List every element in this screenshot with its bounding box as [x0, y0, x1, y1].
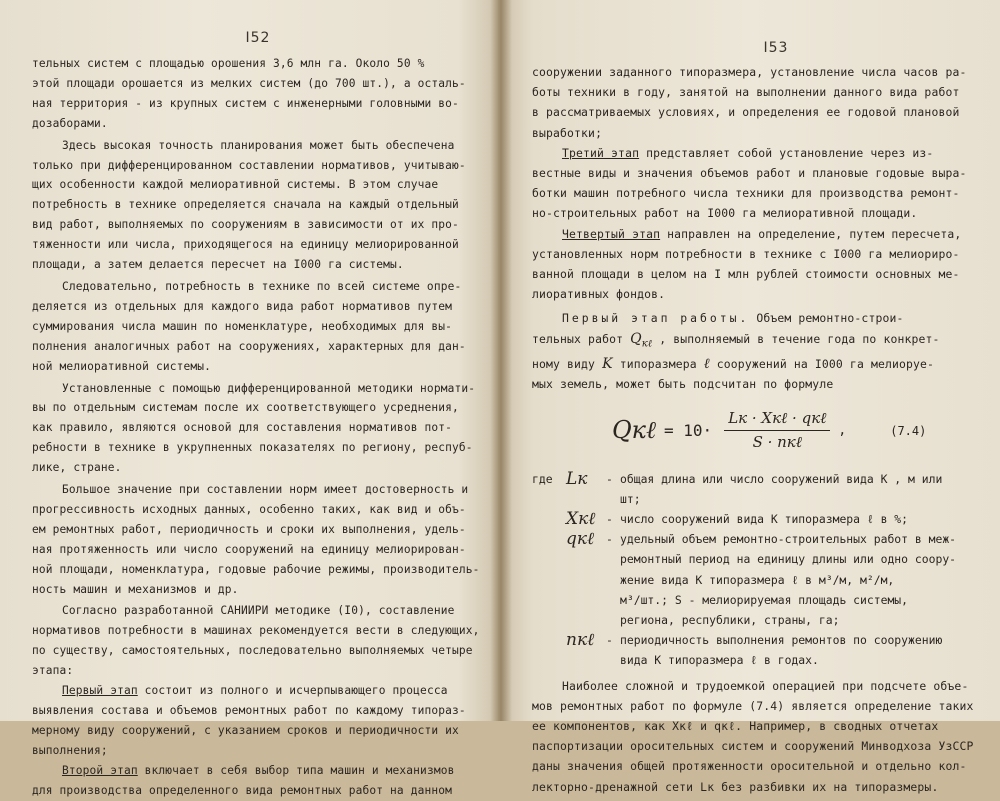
left-text-line: щих особенности каждой мелиоративной системы. В этом случае [32, 178, 439, 192]
symbol-l: ℓ [703, 356, 710, 373]
definition-text-line: жение вида K типоразмера ℓ в м³/м, м²/м, [620, 572, 895, 587]
stage2-text-line: для производства определенного вида ремонтных работ на данном [32, 783, 453, 797]
right-bottom-text-line: мов ремонтных работ по формуле (7.4) является определение таких [532, 698, 974, 713]
stage1-text-line: мерному виду сооружений, с указанием сроков и периодичности их [32, 723, 459, 737]
right-top-text-line: боты техники в году, занятой на выполнении данного вида работ [532, 85, 960, 100]
formula-fraction [724, 409, 830, 452]
formula-lhs: Qкℓ [612, 416, 657, 445]
stage2-rest: включает в себя выбор типа машин и механизмов [137, 763, 455, 777]
left-text-line: тельных систем с площадью орошения 3,6 млн га. Около 50 % [32, 57, 425, 70]
left-text-line: только при дифференцированном составлении нормативов, учитываю- [32, 158, 466, 172]
left-text-line: по существу, самостоятельных, последовательно выполняемых четыре [32, 644, 473, 658]
right-top-text-line: сооружении заданного типоразмера, установление числа часов ра- [532, 65, 967, 79]
left-text-line: потребность в технике определяется сначала на каждый отдельный [32, 198, 459, 212]
first-stage-lead: Объем ремонтно-строи- [749, 311, 904, 326]
stage2-title: Второй этап [62, 763, 138, 777]
stage3-text-line: но-строительных работ на I000 га мелиоративной площади. [532, 206, 918, 221]
left-text-line: площади, а затем делается пересчет на I000 га системы. [32, 258, 404, 272]
definition-text-line: число сооружений вида K типоразмера ℓ в %; [620, 511, 909, 526]
left-text-line: Следовательно, потребность в технике по всей системе опре- [62, 279, 462, 293]
left-text-line: Большое значение при составлении норм имеет достоверность и [62, 483, 469, 497]
left-text-line: ной мелиоративной системы. [32, 359, 212, 373]
first-stage-heading: Первый этап работы. [562, 311, 750, 326]
definition-item [532, 509, 980, 529]
left-text-line: ная территория - из крупных систем с инженерными головными во- [32, 96, 459, 110]
definition-item [532, 529, 980, 630]
stage3-paragraph [532, 143, 980, 163]
definition-text-line: м³/шт.; S - мелиорируемая площадь системы, [620, 592, 909, 607]
formula-number: (7.4) [890, 423, 927, 438]
right-page-top [532, 62, 980, 143]
left-text-line: лике, стране. [32, 461, 122, 475]
left-text-line: как правило, являются основой для составления нормативов пот- [32, 421, 453, 435]
right-bottom-text-line: даны значения общей протяженности оросительной и отдельно кол- [532, 759, 967, 774]
formula-equals: = 10· [664, 421, 713, 441]
stage4-paragraph [532, 224, 980, 244]
left-text-line: полнения аналогичных работ на сооружениях, характерных для дан- [32, 339, 466, 353]
first-stage-line-3a: ному виду [532, 357, 603, 372]
left-page-body [32, 54, 484, 681]
definition-text-line: удельный объем ремонтно-строительных работ в меж- [620, 532, 957, 547]
stage3-text-line: вестные виды и значения объемов работ и плановые годовые выра- [532, 166, 967, 181]
right-top-text-line: выработки; [532, 125, 603, 140]
formula-denominator: S · nкℓ [752, 433, 803, 452]
definition-text-line: вида K типоразмера ℓ в годах. [620, 653, 819, 668]
left-text-line: этапа: [32, 664, 74, 678]
first-stage-line-4: мых земель, может быть подсчитан по формуле [532, 377, 834, 392]
stage1-text-line: выполнения; [32, 743, 108, 757]
definitions-list [532, 469, 980, 671]
definition-symbol: nкℓ [566, 630, 595, 651]
stage4-text-line: установленных норм потребности в технике с I000 га мелиориро- [532, 246, 960, 261]
definition-text [620, 630, 942, 670]
definition-dash: - [606, 511, 613, 526]
left-text-line: вы по отдельным системам после их соответствующего усреднения, [32, 401, 459, 415]
definition-item [532, 630, 980, 670]
stage1-title: Первый этап [62, 684, 138, 698]
right-page-bottom [532, 676, 980, 797]
definition-symbol: qкℓ [566, 529, 595, 550]
stage1-body [32, 701, 484, 761]
left-text-line: ная протяженность или число сооружений на единицу мелиорирован- [32, 542, 466, 556]
definition-dash: - [606, 633, 613, 648]
definition-text-line: общая длина или число сооружений вида K , м или [620, 471, 943, 486]
fraction-bar [724, 430, 830, 431]
page-number-right: I53 [763, 40, 789, 56]
first-stage-line-3c: сооружений на I000 га мелиоруе- [709, 357, 935, 372]
definition-text [620, 509, 908, 529]
left-text-line: Согласно разработанной САНИИРИ методике (I0), составление [62, 604, 455, 618]
definition-dash: - [606, 471, 613, 486]
left-text-line: нормативов потребности в машинах рекомендуется вести в следующих, [32, 624, 480, 638]
definition-item [532, 469, 980, 509]
stage4-rest: направлен на определение, путем пересчета, [660, 226, 962, 241]
stage1-text-line: выявления состава и объемов ремонтных работ по каждому типораз- [32, 704, 466, 717]
symbol-Q: Q [630, 330, 642, 347]
definition-symbol: Lк [566, 468, 588, 489]
symbol-K: K [602, 356, 613, 373]
left-text-line: ность машин и механизмов и др. [32, 582, 239, 596]
first-stage-line-2b: , выполняемый в течение года по конкрет- [652, 331, 940, 346]
right-page [498, 0, 1000, 794]
left-text-line: тяженности или числа, приходящегося на единицу мелиорированной [32, 238, 459, 252]
left-text-line: вид работ, выполняемых по сооружениям в зависимости от их про- [32, 218, 459, 232]
stage4-text-line: лиоративных фондов. [532, 287, 666, 302]
right-bottom-text-line: лекторно-дренажной сети Lк без разбивки их на типоразмеры. [532, 779, 939, 794]
right-bottom-text-line: паспортизации оросительных систем и сооружений Минводхоза УзССР [532, 739, 974, 754]
left-text-line: этой площади орошается из мелких систем (до 700 шт.), а осталь- [32, 76, 466, 90]
stage4-title: Четвертый этап [562, 226, 661, 241]
stage3-text-line: ботки машин потребного числа техники для производства ремонт- [532, 186, 960, 201]
first-stage-line-3 [532, 354, 980, 374]
right-top-text-line: в рассматриваемых условиях, и определения ее годовой плановой [532, 105, 960, 120]
right-bottom-text-line: Наиболее сложной и трудоемкой операцией при подсчете объе- [562, 678, 969, 693]
stage3-title: Третий этап [562, 145, 640, 160]
stage2-body [32, 781, 484, 801]
stage1-rest: состоит из полного и исчерпывающего процесса [137, 684, 448, 698]
definition-text-line: периодичность выполнения ремонтов по сооружению [620, 633, 943, 648]
left-text-line: Здесь высокая точность планирования может быть обеспечена [62, 138, 455, 152]
left-text-line: деляется из отдельных для каждого вида работ нормативов путем [32, 299, 453, 313]
first-stage-heading-line [532, 308, 980, 328]
left-text-line: Установленные с помощью дифференцированной методики нормати- [62, 381, 476, 395]
definition-symbol: Xкℓ [566, 508, 596, 529]
formula-comma: , [838, 423, 847, 439]
definition-text-line: ремонтный период на единицу длины или одно соору- [620, 552, 957, 567]
formula-7-4 [532, 399, 980, 463]
stage2-paragraph [32, 761, 484, 781]
stage4-body [532, 244, 980, 305]
stage3-body [532, 163, 980, 224]
left-text-line: суммирования числа машин по номенклатуре, необходимых для вы- [32, 319, 453, 333]
first-stage-line-3b: типоразмера [612, 357, 704, 372]
right-bottom-text-line: ее компонентов, как Xкℓ и qкℓ. Например, в сводных отчетах [532, 718, 939, 733]
symbol-Q-sub: кℓ [641, 337, 653, 349]
first-stage-line-2a: тельных работ [532, 331, 631, 346]
definition-lead: где [532, 471, 553, 486]
stage4-text-line: ванной площади в целом на I млн рублей стоимости основных ме- [532, 267, 960, 282]
formula-numerator: Lк · Xкℓ · qкℓ [728, 409, 827, 428]
left-page [0, 0, 498, 797]
stage1-paragraph [32, 681, 484, 701]
page-number-left: I52 [245, 30, 271, 46]
definition-text-line: шт; [620, 491, 641, 506]
definition-dash: - [606, 532, 613, 547]
left-text-line: ной площади, номенклатура, годовые рабочие режимы, производитель- [32, 562, 480, 576]
left-text-line: ребности в технике в укрупненных показателях по региону, респуб- [32, 441, 473, 455]
left-text-line: дозаборами. [32, 116, 108, 130]
first-stage-line-2 [532, 329, 980, 354]
left-text-line: ем ремонтных работ, периодичность и сроки их выполнения, удель- [32, 522, 466, 536]
definition-text-line: региона, республики, страны, га; [620, 612, 840, 627]
definition-text [620, 529, 956, 630]
left-text-line: прогрессивность исходных данных, особенно таких, как вид и объ- [32, 502, 466, 516]
stage3-rest: представляет собой установление через из- [639, 145, 934, 160]
definition-text [620, 469, 942, 509]
